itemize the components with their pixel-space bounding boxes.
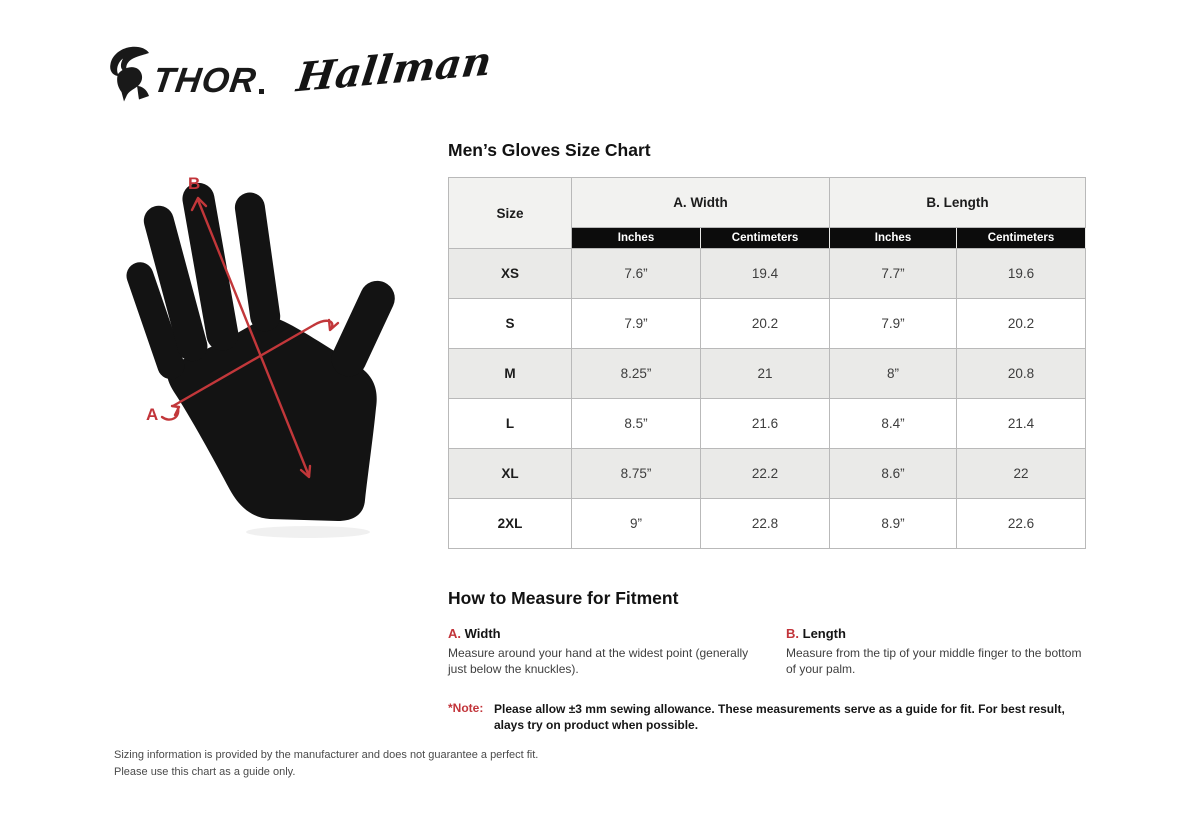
fitment-section: [448, 588, 1088, 677]
value-cell: 7.6”: [572, 249, 701, 299]
value-cell: 8.6”: [830, 449, 957, 499]
hand-shape: [123, 180, 401, 521]
column-header-size: Size: [449, 178, 572, 249]
column-group-width: A. Width: [572, 178, 830, 228]
size-cell: 2XL: [449, 499, 572, 549]
table-row-l: [449, 399, 1086, 449]
brand-logos: [108, 37, 495, 102]
glove-shadow: [246, 526, 370, 538]
value-cell: 8”: [830, 349, 957, 399]
thor-goat-icon: [108, 44, 150, 102]
subheader-length-inches: Inches: [830, 228, 957, 249]
size-cell: L: [449, 399, 572, 449]
value-cell: 21.6: [701, 399, 830, 449]
hallman-wordmark: Hallman: [294, 37, 495, 102]
thor-logo: [108, 44, 264, 102]
subheader-length-centimeters: Centimeters: [957, 228, 1086, 249]
width-label-a: A: [146, 405, 159, 424]
value-cell: 22.6: [957, 499, 1086, 549]
value-cell: 7.7”: [830, 249, 957, 299]
value-cell: 8.4”: [830, 399, 957, 449]
value-cell: 20.2: [701, 299, 830, 349]
fitment-item-width: [448, 626, 760, 677]
size-chart-table: [448, 177, 1086, 549]
table-row-m: [449, 349, 1086, 399]
sizing-note: [448, 701, 1093, 733]
fitment-title: How to Measure for Fitment: [448, 588, 679, 608]
fitment-letter-b: B.: [786, 626, 799, 641]
disclaimer-line-2: Please use this chart as a guide only.: [114, 765, 296, 778]
length-label-b: B: [188, 174, 201, 193]
fitment-description-width: Measure around your hand at the widest point (generally just below the knuckles).: [448, 646, 749, 677]
value-cell: 21: [701, 349, 830, 399]
value-cell: 8.75”: [572, 449, 701, 499]
glove-silhouette: [118, 158, 438, 548]
size-chart-title: Men’s Gloves Size Chart: [448, 140, 651, 160]
size-cell: M: [449, 349, 572, 399]
fitment-name-width: Width: [464, 626, 501, 641]
value-cell: 19.6: [957, 249, 1086, 299]
note-text: Please allow ±3 mm sewing allowance. These measurements serve as a guide for fit. For best result, alays try on product when possible.: [494, 702, 1065, 733]
column-group-length: B. Length: [830, 178, 1086, 228]
value-cell: 22: [957, 449, 1086, 499]
glove-measurement-figure: [118, 158, 438, 548]
fitment-letter-a: A.: [448, 626, 461, 641]
fitment-description-length: Measure from the tip of your middle finger to the bottom of your palm.: [786, 646, 1082, 677]
fitment-name-length: Length: [802, 626, 846, 641]
thor-trademark-dot: [259, 89, 264, 94]
value-cell: 19.4: [701, 249, 830, 299]
size-cell: XS: [449, 249, 572, 299]
value-cell: 20.8: [957, 349, 1086, 399]
value-cell: 7.9”: [830, 299, 957, 349]
value-cell: 22.2: [701, 449, 830, 499]
table-row-s: [449, 299, 1086, 349]
table-row-xs: [449, 249, 1086, 299]
table-row-xl: [449, 449, 1086, 499]
fitment-item-length: [786, 626, 1086, 677]
table-row-2xl: [449, 499, 1086, 549]
size-cell: XL: [449, 449, 572, 499]
value-cell: 21.4: [957, 399, 1086, 449]
value-cell: 22.8: [701, 499, 830, 549]
value-cell: 7.9”: [572, 299, 701, 349]
note-label: *Note:: [448, 701, 484, 715]
value-cell: 9”: [572, 499, 701, 549]
subheader-width-centimeters: Centimeters: [701, 228, 830, 249]
manufacturer-disclaimer: [114, 747, 538, 780]
size-cell: S: [449, 299, 572, 349]
value-cell: 8.25”: [572, 349, 701, 399]
thor-wordmark: THOR: [150, 61, 260, 100]
subheader-width-inches: Inches: [572, 228, 701, 249]
disclaimer-line-1: Sizing information is provided by the manufacturer and does not guarantee a perfect fit.: [114, 749, 539, 761]
value-cell: 8.5”: [572, 399, 701, 449]
value-cell: 8.9”: [830, 499, 957, 549]
value-cell: 20.2: [957, 299, 1086, 349]
